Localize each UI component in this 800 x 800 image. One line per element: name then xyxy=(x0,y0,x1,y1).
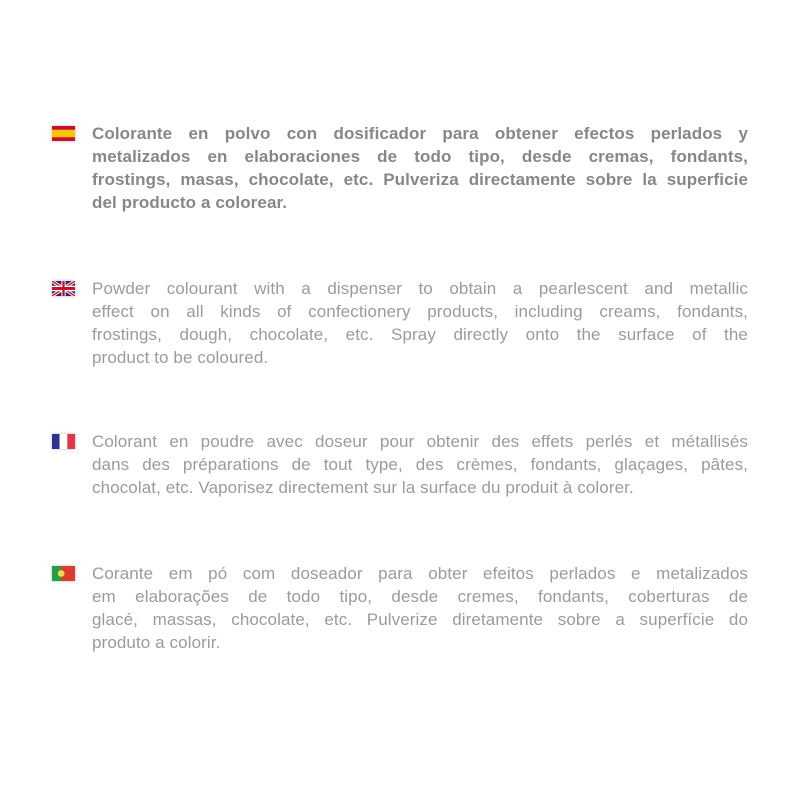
paragraph-french xyxy=(52,430,748,499)
text-line: em elaborações de todo tipo, desde cremes, fondants, coberturas de xyxy=(92,587,748,606)
france-flag-icon xyxy=(52,434,75,449)
text-line: metalizados en elaboraciones de todo tipo, desde cremas, fondants, xyxy=(92,147,748,166)
text-line: Colorant en poudre avec doseur pour obtenir des effets perlés et métallisés xyxy=(92,432,748,451)
text-line: glacé, massas, chocolate, etc. Pulverize diretamente sobre a superfície do xyxy=(92,610,748,629)
text-line: chocolat, etc. Vaporisez directement sur la surface du produit à colorer. xyxy=(92,478,634,497)
paragraph-text xyxy=(92,122,748,214)
spain-flag-icon xyxy=(52,126,75,141)
paragraph-spanish xyxy=(52,122,748,214)
text-line: dans des préparations de tout type, des crèmes, fondants, glaçages, pâtes, xyxy=(92,455,748,474)
text-line: del producto a colorear. xyxy=(92,193,288,212)
paragraph-text xyxy=(92,277,748,369)
text-line: effect on all kinds of confectionery products, including creams, fondants, xyxy=(92,302,748,321)
uk-flag-icon xyxy=(52,281,75,296)
text-line: frostings, dough, chocolate, etc. Spray directly onto the surface of the xyxy=(92,325,748,344)
text-line: Corante em pó com doseador para obter efeitos perlados e metalizados xyxy=(92,564,748,583)
text-line: produto a colorir. xyxy=(92,633,221,652)
paragraph-text xyxy=(92,562,748,654)
paragraph-portuguese xyxy=(52,562,748,654)
text-line: frostings, masas, chocolate, etc. Pulveriza directamente sobre la superficie xyxy=(92,170,748,189)
text-line: product to be coloured. xyxy=(92,348,269,367)
text-line: Powder colourant with a dispenser to obtain a pearlescent and metallic xyxy=(92,279,748,298)
text-line: Colorante en polvo con dosificador para obtener efectos perlados y xyxy=(92,124,748,143)
portugal-flag-icon xyxy=(52,566,75,581)
paragraph-text xyxy=(92,430,748,499)
paragraph-english xyxy=(52,277,748,369)
